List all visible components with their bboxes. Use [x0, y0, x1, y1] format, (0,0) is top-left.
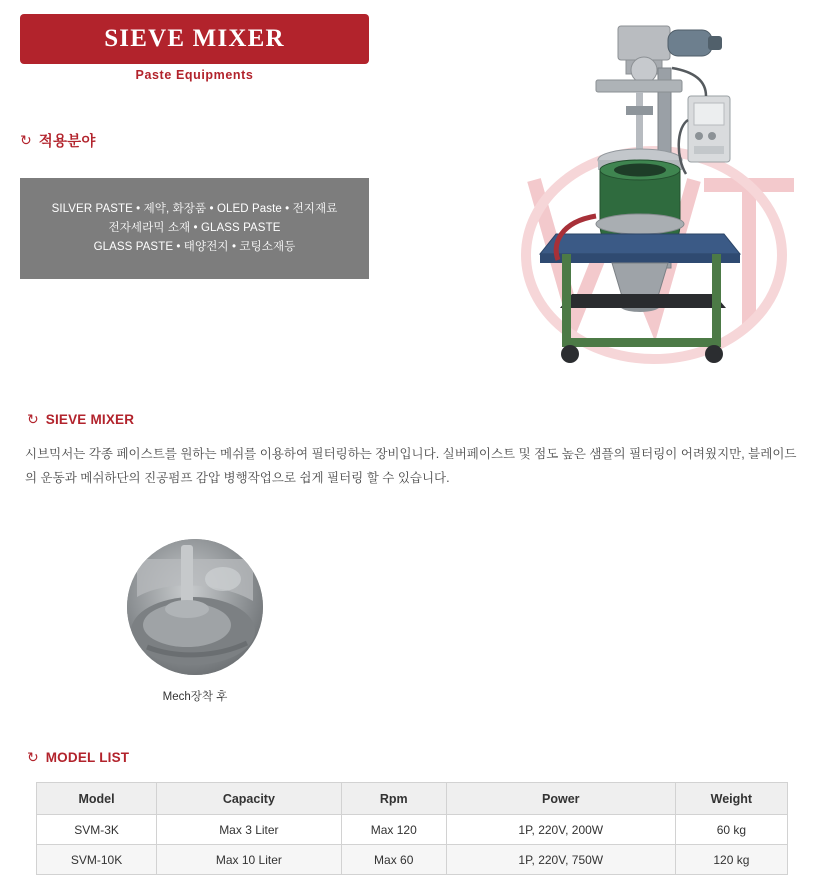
table-row: [37, 815, 788, 845]
table-cell: 1P, 220V, 750W: [446, 845, 675, 875]
table-cell: Max 120: [341, 815, 446, 845]
refresh-icon: ↻: [27, 748, 39, 765]
table-cell: Max 60: [341, 845, 446, 875]
table-header-row: [37, 783, 788, 815]
section-heading-application-label: 적용분야: [38, 134, 96, 150]
sieve-mixer-machine-photo: [500, 8, 800, 368]
table-cell: SVM-10K: [37, 845, 157, 875]
section-heading-model-list: [27, 750, 129, 765]
table-header-cell: Capacity: [157, 783, 342, 815]
table-cell: Max 10 Liter: [157, 845, 342, 875]
table-cell: 1P, 220V, 200W: [446, 815, 675, 845]
table-cell: SVM-3K: [37, 815, 157, 845]
refresh-icon: ↻: [27, 410, 39, 427]
table-cell: 60 kg: [675, 815, 787, 845]
table-cell: Max 3 Liter: [157, 815, 342, 845]
table-header-cell: Power: [446, 783, 675, 815]
application-line: 전자세라믹 소재 • GLASS PASTE: [108, 222, 281, 234]
table-header-cell: Model: [37, 783, 157, 815]
table-row: [37, 845, 788, 875]
section-heading-application: [20, 130, 96, 151]
refresh-icon: ↻: [20, 131, 32, 148]
mixer-bowl-photo-caption: Mech장착 후: [162, 691, 228, 703]
banner-subtitle: Paste Equipments: [135, 68, 254, 82]
page-banner: [20, 14, 369, 64]
application-line: SILVER PASTE • 제약, 화장품 • OLED Paste • 전지재료: [51, 203, 338, 215]
section-heading-sieve-mixer: [27, 412, 134, 427]
model-list-table: [36, 782, 788, 875]
section-heading-sieve-mixer-label: SIEVE MIXER: [45, 412, 135, 427]
section-heading-model-list-label: MODEL LIST: [45, 750, 130, 765]
mixer-bowl-photo: [127, 539, 263, 675]
table-header-cell: Weight: [675, 783, 787, 815]
sieve-mixer-description: 시브믹서는 각종 페이스트를 원하는 메쉬를 이용하여 필터링하는 장비입니다. 실버페이스트 및 점도 높은 샘플의 필터링이 어려웠지만, 블레이드의 운동과 메쉬하단의 진공펌프 감압 병행작업으로 쉽게 필터링 할 수 있습니다.: [25, 447, 797, 485]
application-line: GLASS PASTE • 태양전지 • 코팅소재등: [93, 241, 296, 253]
page-title: SIEVE MIXER: [104, 25, 285, 52]
application-fields-box: [20, 178, 369, 279]
table-cell: 120 kg: [675, 845, 787, 875]
table-header-cell: Rpm: [341, 783, 446, 815]
